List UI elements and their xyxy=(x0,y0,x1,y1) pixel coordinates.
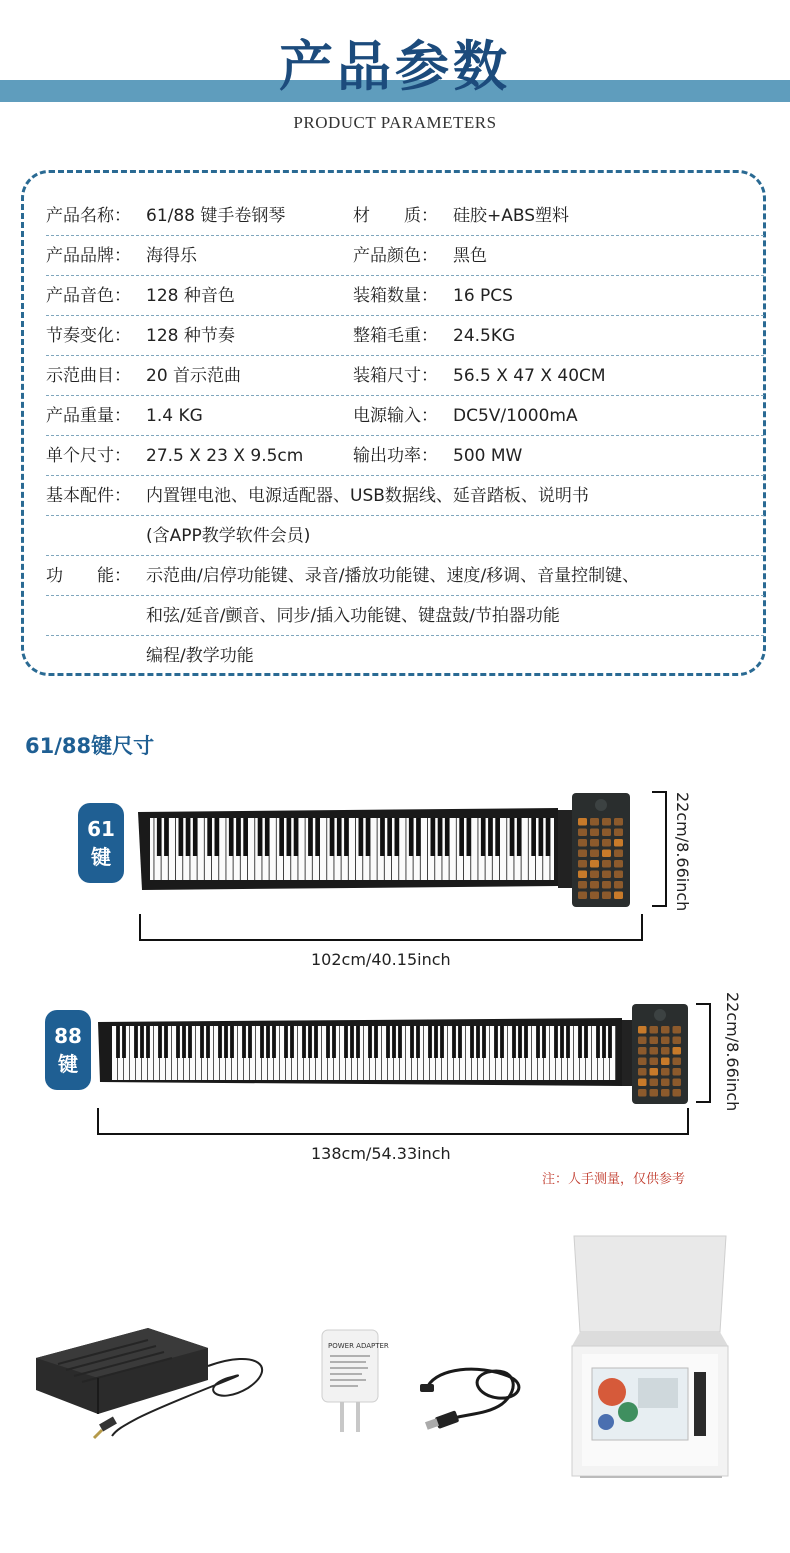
control-button xyxy=(650,1089,659,1097)
control-button xyxy=(614,850,623,858)
control-button xyxy=(673,1047,682,1055)
control-button xyxy=(673,1058,682,1066)
black-key xyxy=(206,1026,210,1058)
black-key xyxy=(236,818,241,856)
black-key xyxy=(242,1026,246,1058)
control-button xyxy=(602,892,611,900)
black-key xyxy=(330,818,335,856)
black-key xyxy=(510,818,515,856)
black-key xyxy=(546,818,551,856)
page-subtitle: PRODUCT PARAMETERS xyxy=(293,113,497,132)
black-key xyxy=(512,1026,516,1058)
param-value: 内置锂电池、电源适配器、USB数据线、延音踏板、说明书 xyxy=(146,486,589,506)
param-key: 电源输入： xyxy=(353,406,438,426)
black-key xyxy=(344,818,349,856)
control-button xyxy=(578,818,587,826)
black-key xyxy=(488,818,493,856)
param-value: 20 首示范曲 xyxy=(146,366,242,386)
black-key xyxy=(164,1026,168,1058)
control-button xyxy=(661,1026,670,1034)
control-button xyxy=(590,871,599,879)
black-key xyxy=(272,1026,276,1058)
param-row-accessories-cont xyxy=(46,516,764,556)
page-title: 产品参数 xyxy=(279,34,511,98)
black-key xyxy=(116,1026,120,1058)
black-key xyxy=(596,1026,600,1058)
param-value: 和弦/延音/颤音、同步/插入功能键、键盘鼓/节拍器功能 xyxy=(146,606,560,626)
black-key xyxy=(452,1026,456,1058)
param-row xyxy=(46,196,764,236)
black-key xyxy=(608,1026,612,1058)
height-label-88: 22cm/8.66inch xyxy=(723,992,742,1112)
black-key xyxy=(134,1026,138,1058)
badge-number: 88 xyxy=(54,1024,82,1048)
black-key xyxy=(248,1026,252,1058)
control-button xyxy=(614,839,623,847)
control-button xyxy=(602,871,611,879)
param-value: 56.5 X 47 X 40CM xyxy=(453,366,606,386)
param-value: 黑色 xyxy=(453,246,487,266)
param-key: 产品颜色： xyxy=(353,246,438,266)
height-bracket-61 xyxy=(648,790,672,910)
black-key xyxy=(494,1026,498,1058)
black-key xyxy=(531,818,536,856)
control-button xyxy=(602,818,611,826)
black-key xyxy=(229,818,234,856)
black-key xyxy=(602,1026,606,1058)
param-row xyxy=(46,396,764,436)
param-value: DC5V/1000mA xyxy=(453,406,578,426)
measurement-note: 注：人手测量，仅供参考 xyxy=(542,1172,686,1187)
badge-word: 键 xyxy=(91,845,111,869)
black-key xyxy=(140,1026,144,1058)
control-button xyxy=(590,850,599,858)
length-bracket-61 xyxy=(138,912,646,944)
length-label-61: 102cm/40.15inch xyxy=(311,950,451,969)
piano-88-image xyxy=(98,1002,688,1108)
black-key xyxy=(279,818,284,856)
control-button xyxy=(673,1068,682,1076)
height-bracket-88 xyxy=(692,1002,716,1106)
control-button xyxy=(673,1037,682,1045)
control-button xyxy=(590,881,599,889)
param-key: 示范曲目： xyxy=(46,366,131,386)
param-row-functions-cont xyxy=(46,636,764,676)
param-row xyxy=(46,316,764,356)
black-key xyxy=(368,1026,372,1058)
control-button xyxy=(673,1026,682,1034)
param-key: 材 质： xyxy=(353,206,438,226)
usb-cable-icon xyxy=(418,1358,530,1434)
black-key xyxy=(416,1026,420,1058)
control-button xyxy=(650,1079,659,1087)
param-key: 功 能： xyxy=(46,566,131,586)
black-key xyxy=(374,1026,378,1058)
control-button xyxy=(650,1058,659,1066)
param-key: 产品音色： xyxy=(46,286,131,306)
black-key xyxy=(560,1026,564,1058)
black-key xyxy=(258,818,263,856)
black-key xyxy=(290,1026,294,1058)
param-row xyxy=(46,436,764,476)
param-row-functions xyxy=(46,556,764,596)
black-key xyxy=(356,1026,360,1058)
black-key xyxy=(524,1026,528,1058)
black-key xyxy=(314,1026,318,1058)
param-key: 整箱毛重： xyxy=(353,326,438,346)
black-key xyxy=(350,1026,354,1058)
black-key xyxy=(584,1026,588,1058)
control-button xyxy=(590,829,599,837)
black-key xyxy=(193,818,198,856)
control-button xyxy=(673,1079,682,1087)
black-key xyxy=(518,1026,522,1058)
param-value: (含APP教学软件会员) xyxy=(146,526,311,546)
param-value: 128 种节奏 xyxy=(146,326,235,346)
black-key xyxy=(218,1026,222,1058)
black-key xyxy=(386,1026,390,1058)
black-key xyxy=(146,1026,150,1058)
black-key xyxy=(500,1026,504,1058)
param-value: 硅胶+ABS塑料 xyxy=(453,206,570,226)
control-button xyxy=(614,881,623,889)
black-key xyxy=(294,818,299,856)
black-key xyxy=(284,1026,288,1058)
black-key xyxy=(387,818,392,856)
control-button xyxy=(638,1058,647,1066)
param-row xyxy=(46,276,764,316)
black-key xyxy=(207,818,212,856)
control-button xyxy=(650,1068,659,1076)
control-button xyxy=(590,818,599,826)
control-button xyxy=(661,1079,670,1087)
control-button xyxy=(590,892,599,900)
black-key xyxy=(476,1026,480,1058)
black-key xyxy=(179,818,184,856)
badge-61-keys xyxy=(78,803,124,883)
badge-88-keys xyxy=(45,1010,91,1090)
black-key xyxy=(539,818,544,856)
control-button xyxy=(614,829,623,837)
black-key xyxy=(445,818,450,856)
black-key xyxy=(410,1026,414,1058)
control-button xyxy=(614,818,623,826)
black-key xyxy=(337,818,342,856)
black-key xyxy=(157,818,162,856)
control-button xyxy=(614,892,623,900)
control-button xyxy=(661,1068,670,1076)
black-key xyxy=(188,1026,192,1058)
black-key xyxy=(409,818,414,856)
black-key xyxy=(122,1026,126,1058)
black-key xyxy=(431,818,436,856)
black-key xyxy=(470,1026,474,1058)
black-key xyxy=(315,818,320,856)
black-key xyxy=(438,818,443,856)
black-key xyxy=(182,1026,186,1058)
param-value: 编程/教学功能 xyxy=(146,646,254,666)
control-button xyxy=(578,860,587,868)
control-button xyxy=(614,860,623,868)
param-key: 产品名称： xyxy=(46,206,131,226)
black-key xyxy=(302,1026,306,1058)
length-bracket-88 xyxy=(96,1106,692,1138)
control-button xyxy=(661,1037,670,1045)
control-button xyxy=(614,871,623,879)
black-key xyxy=(495,818,500,856)
param-key: 产品品牌： xyxy=(46,246,131,266)
param-row-accessories xyxy=(46,476,764,516)
black-key xyxy=(566,1026,570,1058)
param-value: 500 MW xyxy=(453,446,523,466)
param-key: 节奏变化： xyxy=(46,326,131,346)
piano-61-image xyxy=(138,790,638,912)
param-value: 16 PCS xyxy=(453,286,513,306)
black-key xyxy=(578,1026,582,1058)
control-button xyxy=(590,860,599,868)
black-key xyxy=(359,818,364,856)
black-key xyxy=(186,818,191,856)
param-value: 61/88 键手卷钢琴 xyxy=(146,206,286,226)
black-key xyxy=(458,1026,462,1058)
control-button xyxy=(578,850,587,858)
black-key xyxy=(395,818,400,856)
control-button xyxy=(638,1026,647,1034)
black-key xyxy=(481,818,486,856)
param-row xyxy=(46,356,764,396)
control-button xyxy=(661,1058,670,1066)
power-adapter-icon xyxy=(318,1328,389,1434)
control-button xyxy=(602,860,611,868)
black-key xyxy=(482,1026,486,1058)
control-button xyxy=(661,1047,670,1055)
black-key xyxy=(176,1026,180,1058)
black-key xyxy=(542,1026,546,1058)
adapter-label: POWER ADAPTER xyxy=(328,1342,389,1350)
param-value: 27.5 X 23 X 9.5cm xyxy=(146,446,304,466)
control-button xyxy=(578,829,587,837)
black-key xyxy=(224,1026,228,1058)
param-value: 海得乐 xyxy=(146,246,197,266)
param-value: 128 种音色 xyxy=(146,286,235,306)
param-key: 产品重量： xyxy=(46,406,131,426)
black-key xyxy=(308,818,313,856)
black-key xyxy=(416,818,421,856)
control-button xyxy=(602,829,611,837)
param-value: 示范曲/启停功能键、录音/播放功能键、速度/移调、音量控制键、 xyxy=(146,566,640,586)
control-button xyxy=(602,839,611,847)
black-key xyxy=(308,1026,312,1058)
black-key xyxy=(215,818,220,856)
param-key: 输出功率： xyxy=(353,446,438,466)
black-key xyxy=(392,1026,396,1058)
black-key xyxy=(326,1026,330,1058)
black-key xyxy=(440,1026,444,1058)
control-button xyxy=(590,839,599,847)
control-button xyxy=(578,871,587,879)
black-key xyxy=(164,818,169,856)
control-button xyxy=(638,1079,647,1087)
control-button xyxy=(638,1089,647,1097)
badge-word: 键 xyxy=(58,1052,78,1076)
param-key: 基本配件： xyxy=(46,486,131,506)
control-button xyxy=(638,1037,647,1045)
black-key xyxy=(287,818,292,856)
black-key xyxy=(467,818,472,856)
param-value: 24.5KG xyxy=(453,326,516,346)
control-button xyxy=(650,1037,659,1045)
black-key xyxy=(434,1026,438,1058)
black-key xyxy=(380,818,385,856)
dimensions-title: 61/88键尺寸 xyxy=(25,734,155,758)
control-button xyxy=(602,881,611,889)
sustain-pedal-icon xyxy=(28,1318,290,1440)
control-button xyxy=(661,1089,670,1097)
black-key xyxy=(366,818,371,856)
black-key xyxy=(266,1026,270,1058)
black-key xyxy=(332,1026,336,1058)
badge-number: 61 xyxy=(87,817,115,841)
black-key xyxy=(459,818,464,856)
param-key: 装箱尺寸： xyxy=(353,366,438,386)
black-key xyxy=(158,1026,162,1058)
black-key xyxy=(428,1026,432,1058)
black-key xyxy=(398,1026,402,1058)
black-key xyxy=(265,818,270,856)
control-button xyxy=(578,839,587,847)
param-row-functions-cont xyxy=(46,596,764,636)
control-button xyxy=(650,1047,659,1055)
black-key xyxy=(344,1026,348,1058)
control-button xyxy=(578,892,587,900)
control-button xyxy=(650,1026,659,1034)
control-button xyxy=(638,1068,647,1076)
param-key: 单个尺寸： xyxy=(46,446,131,466)
height-label-61: 22cm/8.66inch xyxy=(673,792,692,912)
param-key: 装箱数量： xyxy=(353,286,438,306)
black-key xyxy=(230,1026,234,1058)
black-key xyxy=(200,1026,204,1058)
param-value: 1.4 KG xyxy=(146,406,203,426)
control-button xyxy=(578,881,587,889)
black-key xyxy=(517,818,522,856)
control-button xyxy=(602,850,611,858)
black-key xyxy=(554,1026,558,1058)
black-key xyxy=(536,1026,540,1058)
control-button xyxy=(673,1089,682,1097)
black-key xyxy=(260,1026,264,1058)
packaging-box-icon xyxy=(566,1232,736,1478)
param-row xyxy=(46,236,764,276)
length-label-88: 138cm/54.33inch xyxy=(311,1144,451,1163)
black-key xyxy=(243,818,248,856)
control-button xyxy=(638,1047,647,1055)
